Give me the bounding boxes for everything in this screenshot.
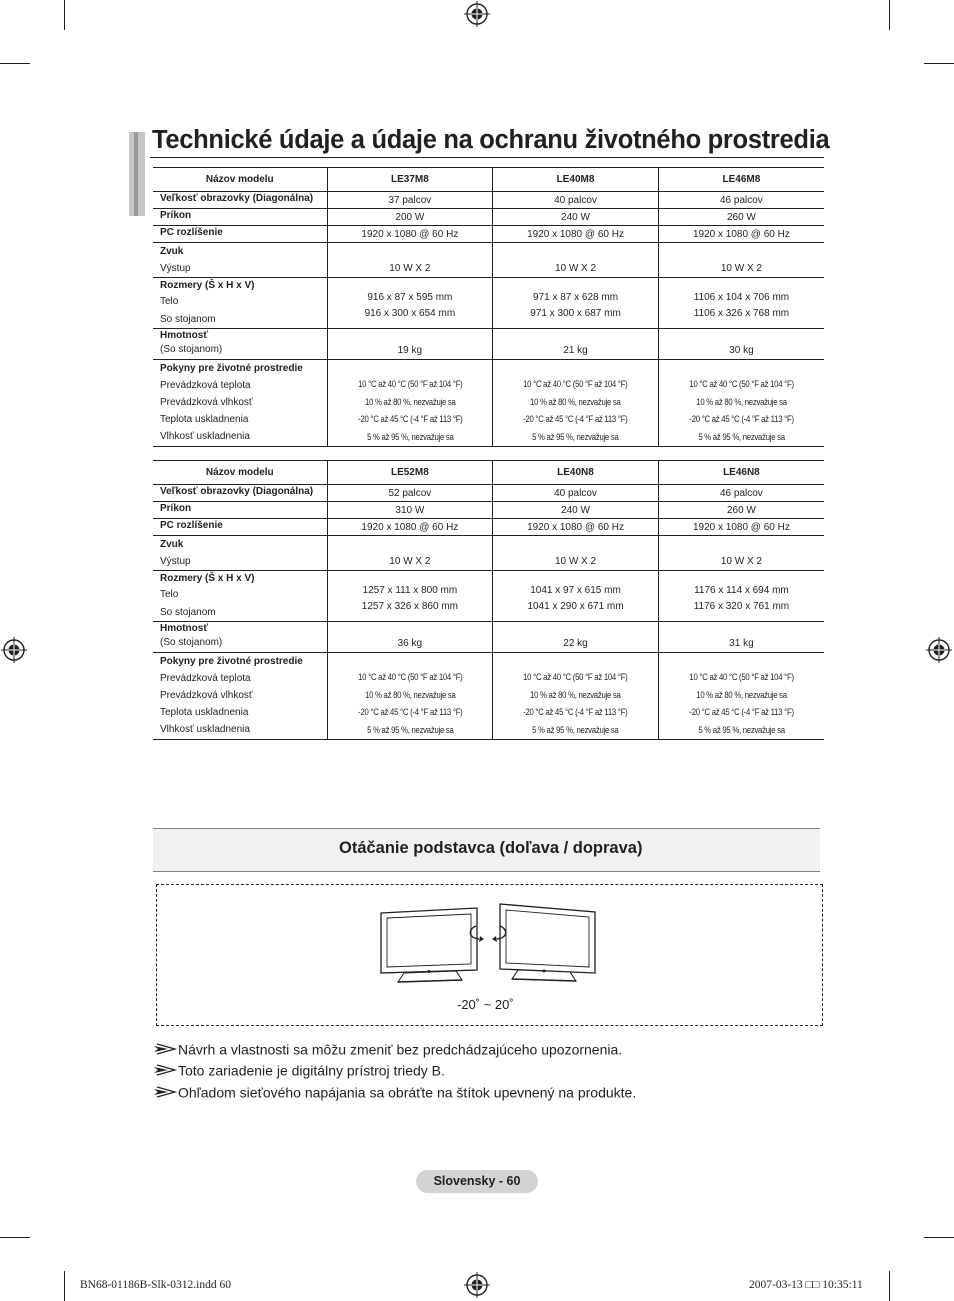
cell-value: 10 °C až 40 °C (50 °F až 104 °F) 10 % až 80 %, nezvažuje sa -20 °C až 45 °C (-4 °F až 113 °F) 5 % až 95 %, nezvažuje sa <box>493 653 659 740</box>
cell-value: 1176 x 114 x 694 mm 1176 x 320 x 761 mm <box>658 571 824 622</box>
row-label-sub: Prevádzková vlhkosť <box>160 397 253 408</box>
model-name: LE37M8 <box>327 168 493 192</box>
row-label: PC rozlíšenie <box>153 519 327 536</box>
registration-mark-icon <box>464 1272 490 1298</box>
row-label <box>153 571 327 622</box>
title-accent-bar <box>129 132 145 216</box>
cell-value: 10 W X 2 <box>327 243 493 278</box>
row-label <box>153 622 327 653</box>
note-item <box>152 1082 636 1100</box>
cell-value: 10 °C až 40 °C (50 °F až 104 °F) 10 % až 80 %, nezvažuje sa -20 °C až 45 °C (-4 °F až 113 °F) 5 % až 95 %, nezvažuje sa <box>658 653 824 740</box>
arrow-right-icon <box>152 1064 178 1076</box>
cell-value: 30 kg <box>658 329 824 360</box>
title-divider <box>150 157 824 158</box>
cell-value: 1106 x 104 x 706 mm 1106 x 326 x 768 mm <box>658 278 824 329</box>
cell-value: 10 W X 2 <box>493 243 659 278</box>
table-row <box>153 653 824 740</box>
row-label-main: Rozmery (Š x H x V) <box>160 280 255 291</box>
table-row <box>153 519 824 536</box>
row-label <box>153 536 327 571</box>
cell-value: 10 W X 2 <box>658 243 824 278</box>
model-name: LE52M8 <box>327 461 493 485</box>
row-label: Veľkosť obrazovky (Diagonálna) <box>153 485 327 502</box>
cell-value: 240 W <box>493 209 659 226</box>
table-row <box>153 192 824 209</box>
cell-value: 310 W <box>327 502 493 519</box>
row-label <box>153 278 327 329</box>
cell-value: 916 x 87 x 595 mm 916 x 300 x 654 mm <box>327 278 493 329</box>
cell-value: 10 W X 2 <box>327 536 493 571</box>
cell-value: 1920 x 1080 @ 60 Hz <box>658 226 824 243</box>
cell-value: 1920 x 1080 @ 60 Hz <box>493 519 659 536</box>
note-text: Toto zariadenie je digitálny prístroj triedy B. <box>178 1062 445 1079</box>
cell-value: 1920 x 1080 @ 60 Hz <box>327 226 493 243</box>
cell-value: 10 W X 2 <box>658 536 824 571</box>
model-name: LE40M8 <box>493 168 659 192</box>
cell-value: 52 palcov <box>327 485 493 502</box>
registration-mark-icon <box>1 637 27 663</box>
row-label-sub: Teplota uskladnenia <box>160 414 249 425</box>
table-row <box>153 226 824 243</box>
note-item <box>152 1060 445 1078</box>
crop-mark <box>0 1237 30 1238</box>
table-row <box>153 571 824 622</box>
cell-value: 1920 x 1080 @ 60 Hz <box>658 519 824 536</box>
model-name: LE40N8 <box>493 461 659 485</box>
row-label-sub: (So stojanom) <box>160 637 223 648</box>
row-label-sub: Prevádzková teplota <box>160 673 251 684</box>
row-label: Veľkosť obrazovky (Diagonálna) <box>153 192 327 209</box>
row-label-sub: So stojanom <box>160 314 216 325</box>
spec-table-1 <box>153 167 824 447</box>
table-header-row <box>153 168 824 192</box>
cell-value: 46 palcov <box>658 192 824 209</box>
cell-value: 200 W <box>327 209 493 226</box>
cell-value: 10 °C až 40 °C (50 °F až 104 °F) 10 % až 80 %, nezvažuje sa -20 °C až 45 °C (-4 °F až 113 °F) 5 % až 95 %, nezvažuje sa <box>493 360 659 447</box>
row-label <box>153 243 327 278</box>
table-row <box>153 209 824 226</box>
footer-file-info: BN68-01186B-Slk-0312.indd 60 <box>80 1279 231 1291</box>
table-row <box>153 622 824 653</box>
crop-mark <box>0 63 30 64</box>
section-title: Otáčanie podstavca (doľava / doprava) <box>339 839 643 857</box>
table-row <box>153 536 824 571</box>
cell-value: 19 kg <box>327 329 493 360</box>
row-label-sub: Výstup <box>160 556 191 567</box>
cell-value: 1257 x 111 x 800 mm 1257 x 326 x 860 mm <box>327 571 493 622</box>
table-row <box>153 502 824 519</box>
row-label-main: Zvuk <box>160 539 184 550</box>
cell-value: 36 kg <box>327 622 493 653</box>
cell-value: 40 palcov <box>493 485 659 502</box>
note-item <box>152 1039 622 1057</box>
row-label: Príkon <box>153 502 327 519</box>
cell-value: 1920 x 1080 @ 60 Hz <box>493 226 659 243</box>
cell-value: 240 W <box>493 502 659 519</box>
crop-mark <box>924 1237 954 1238</box>
cell-value: 10 °C až 40 °C (50 °F až 104 °F) 10 % až 80 %, nezvažuje sa -20 °C až 45 °C (-4 °F až 113 °F) 5 % až 95 %, nezvažuje sa <box>327 360 493 447</box>
row-label <box>153 329 327 360</box>
crop-mark <box>924 63 954 64</box>
row-label-sub: (So stojanom) <box>160 344 223 355</box>
table-header-row <box>153 461 824 485</box>
row-label-main: Zvuk <box>160 246 184 257</box>
cell-value: 1041 x 97 x 615 mm 1041 x 290 x 671 mm <box>493 571 659 622</box>
table-row <box>153 485 824 502</box>
cell-value: 40 palcov <box>493 192 659 209</box>
row-label-main: Pokyny pre životné prostredie <box>160 363 303 374</box>
row-label-sub: Prevádzková teplota <box>160 380 251 391</box>
cell-value: 10 °C až 40 °C (50 °F až 104 °F) 10 % až 80 %, nezvažuje sa -20 °C až 45 °C (-4 °F až 113 °F) 5 % až 95 %, nezvažuje sa <box>658 360 824 447</box>
table-row <box>153 243 824 278</box>
cell-value: 10 W X 2 <box>493 536 659 571</box>
cell-value: 971 x 87 x 628 mm 971 x 300 x 687 mm <box>493 278 659 329</box>
row-label-sub: Telo <box>160 296 179 307</box>
cell-value: 37 palcov <box>327 192 493 209</box>
table-row <box>153 360 824 447</box>
header-label: Názov modelu <box>153 168 327 192</box>
row-label-sub: Prevádzková vlhkosť <box>160 690 253 701</box>
model-name: LE46M8 <box>658 168 824 192</box>
row-label <box>153 360 327 447</box>
table-row <box>153 329 824 360</box>
page-title: Technické údaje a údaje na ochranu životného prostredia <box>152 126 830 154</box>
table-row <box>153 278 824 329</box>
cell-value: 21 kg <box>493 329 659 360</box>
row-label: Príkon <box>153 209 327 226</box>
row-label-sub: Vlhkosť uskladnenia <box>160 724 250 735</box>
crop-mark <box>64 0 65 30</box>
note-text: Návrh a vlastnosti sa môžu zmeniť bez predchádzajúceho upozornenia. <box>178 1041 623 1058</box>
row-label-main: Hmotnosť <box>160 623 209 634</box>
cell-value: 10 °C až 40 °C (50 °F až 104 °F) 10 % až 80 %, nezvažuje sa -20 °C až 45 °C (-4 °F až 113 °F) 5 % až 95 %, nezvažuje sa <box>327 653 493 740</box>
registration-mark-icon <box>464 1 490 27</box>
row-label-main: Pokyny pre životné prostredie <box>160 656 303 667</box>
footer-timestamp: 2007-03-13 □□ 10:35:11 <box>749 1279 863 1291</box>
crop-mark <box>64 1271 65 1301</box>
crop-mark <box>889 0 890 30</box>
cell-value: 46 palcov <box>658 485 824 502</box>
cell-value: 22 kg <box>493 622 659 653</box>
model-name: LE46N8 <box>658 461 824 485</box>
cell-value: 260 W <box>658 502 824 519</box>
spec-table-2 <box>153 460 824 740</box>
cell-value: 1920 x 1080 @ 60 Hz <box>327 519 493 536</box>
arrow-right-icon <box>152 1043 178 1055</box>
tv-swivel-icon <box>376 898 606 990</box>
crop-mark <box>889 1271 890 1301</box>
cell-value: 260 W <box>658 209 824 226</box>
row-label: PC rozlíšenie <box>153 226 327 243</box>
header-label: Názov modelu <box>153 461 327 485</box>
page-number-label: Slovensky - 60 <box>416 1170 538 1193</box>
row-label-sub: So stojanom <box>160 607 216 618</box>
row-label <box>153 653 327 740</box>
row-label-main: Hmotnosť <box>160 330 209 341</box>
note-text: Ohľadom sieťového napájania sa obráťte na štítok upevnený na produkte. <box>178 1084 637 1101</box>
row-label-sub: Telo <box>160 589 179 600</box>
arrow-right-icon <box>152 1086 178 1098</box>
registration-mark-icon <box>926 637 952 663</box>
cell-value: 31 kg <box>658 622 824 653</box>
row-label-sub: Výstup <box>160 263 191 274</box>
row-label-sub: Vlhkosť uskladnenia <box>160 431 250 442</box>
row-label-main: Rozmery (Š x H x V) <box>160 573 255 584</box>
rotation-angle-label: -20˚ ~ 20˚ <box>457 997 514 1012</box>
row-label-sub: Teplota uskladnenia <box>160 707 249 718</box>
